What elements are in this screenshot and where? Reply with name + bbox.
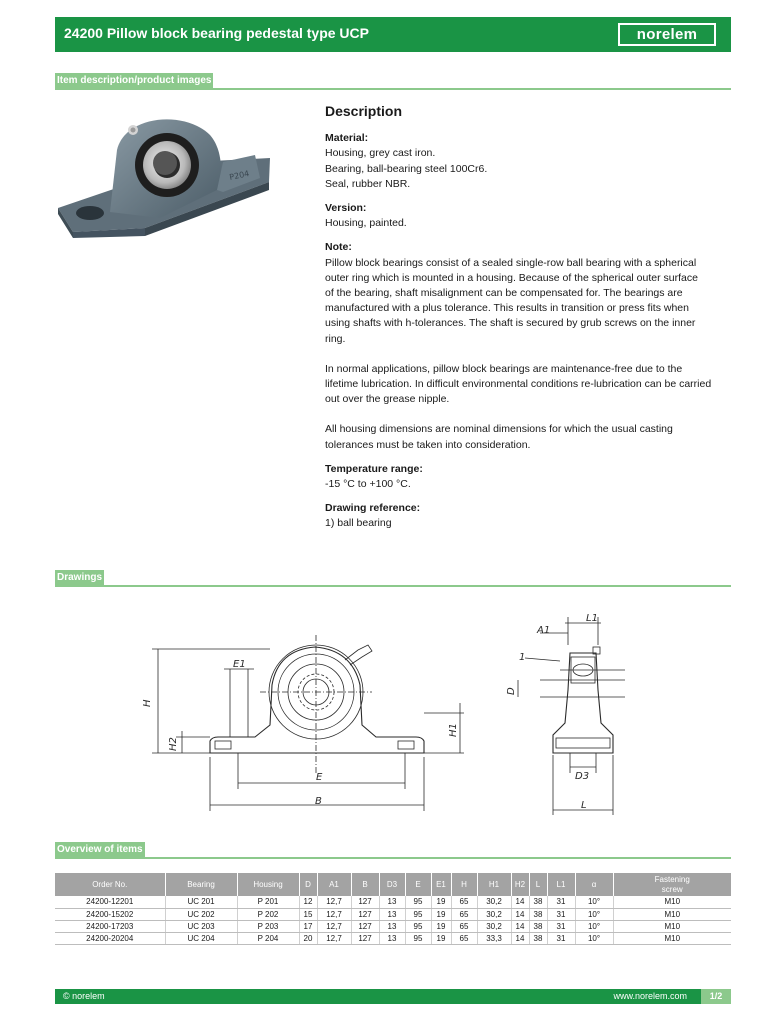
col-header-d: D	[299, 873, 317, 896]
table-cell: 38	[529, 920, 547, 932]
table-cell: M10	[613, 908, 731, 920]
table-cell: 33,3	[477, 932, 511, 944]
table-cell: 30,2	[477, 908, 511, 920]
table-cell: M10	[613, 896, 731, 908]
description-panel	[325, 104, 735, 541]
table-cell: 31	[547, 932, 575, 944]
items-table-body	[55, 896, 731, 944]
col-header-h2: H2	[511, 873, 529, 896]
table-cell: 127	[351, 932, 379, 944]
table-cell: 38	[529, 908, 547, 920]
note-heading: Note:	[325, 241, 352, 254]
temperature-text: -15 °C to +100 °C.	[325, 478, 411, 491]
footer-bar	[55, 989, 731, 1004]
col-header-h1: H1	[477, 873, 511, 896]
table-cell: 24200-12201	[55, 896, 165, 908]
table-row	[55, 908, 731, 920]
table-cell: 95	[405, 896, 431, 908]
table-cell: 38	[529, 896, 547, 908]
version-heading: Version:	[325, 202, 367, 215]
table-cell: 24200-17203	[55, 920, 165, 932]
drawing-reference-heading: Drawing reference:	[325, 502, 421, 515]
col-header-order-no: Order No.	[55, 873, 165, 896]
table-cell: 19	[431, 908, 451, 920]
table-cell: 19	[431, 920, 451, 932]
table-cell: 14	[511, 908, 529, 920]
page-title: 24200 Pillow block bearing pedestal type UCP	[64, 25, 369, 41]
section-label-overview: Overview of items	[57, 844, 143, 855]
table-cell: P 203	[237, 920, 299, 932]
items-table	[55, 873, 731, 945]
table-cell: 95	[405, 908, 431, 920]
table-cell: 30,2	[477, 920, 511, 932]
table-cell: 38	[529, 932, 547, 944]
col-header-fastening-screw: Fastening screw	[613, 873, 731, 896]
table-cell: 12,7	[317, 932, 351, 944]
section-label-drawings: Drawings	[57, 572, 103, 583]
norelem-logo[interactable]	[618, 23, 716, 46]
table-cell: 95	[405, 920, 431, 932]
material-heading: Material:	[325, 132, 369, 145]
footer-copyright: © norelem	[63, 991, 105, 1001]
table-cell: 20	[299, 932, 317, 944]
col-header-l1: L1	[547, 873, 575, 896]
col-header-b: B	[351, 873, 379, 896]
table-cell: 12,7	[317, 908, 351, 920]
table-cell: 65	[451, 908, 477, 920]
table-cell: 14	[511, 920, 529, 932]
dim-label-l: L	[581, 800, 587, 811]
table-row	[55, 920, 731, 932]
dim-label-h1: H1	[448, 723, 459, 737]
table-cell: 10°	[575, 896, 613, 908]
dim-label-h2: H2	[168, 737, 179, 751]
table-cell: P 204	[237, 932, 299, 944]
section-rule	[55, 857, 731, 859]
table-row	[55, 896, 731, 908]
side-view	[518, 617, 625, 815]
dim-label-a1: A1	[537, 625, 551, 636]
description-title: Description	[325, 103, 403, 119]
table-cell: 31	[547, 920, 575, 932]
table-row	[55, 932, 731, 944]
table-cell: 31	[547, 896, 575, 908]
logo-text: norelem	[620, 25, 714, 44]
table-cell: 13	[379, 896, 405, 908]
section-rule	[55, 585, 731, 587]
table-cell: 14	[511, 932, 529, 944]
dim-label-e: E	[316, 772, 323, 783]
table-cell: 24200-15202	[55, 908, 165, 920]
table-cell: 10°	[575, 932, 613, 944]
table-cell: 127	[351, 908, 379, 920]
header-bar	[55, 17, 731, 52]
material-text: Housing, grey cast iron. Bearing, ball-bearing steel 100Cr6. Seal, rubber NBR.	[325, 147, 488, 190]
table-cell: UC 204	[165, 932, 237, 944]
table-cell: 95	[405, 932, 431, 944]
note-paragraph-3: All housing dimensions are nominal dimensions for which the usual casting tolerances must be taken into consideration.	[325, 423, 673, 451]
table-cell: 15	[299, 908, 317, 920]
table-cell: M10	[613, 932, 731, 944]
dim-label-b: B	[315, 796, 322, 807]
col-header-e: E	[405, 873, 431, 896]
table-cell: 12,7	[317, 920, 351, 932]
table-cell: 127	[351, 920, 379, 932]
dim-label-e1: E1	[233, 659, 246, 670]
table-cell: 127	[351, 896, 379, 908]
page-number: 1/2	[701, 989, 731, 1004]
footer-url-link[interactable]: www.norelem.com	[613, 991, 687, 1001]
col-header-a1: A1	[317, 873, 351, 896]
table-cell: 65	[451, 920, 477, 932]
product-image	[55, 100, 275, 250]
table-cell: 19	[431, 932, 451, 944]
section-rule	[55, 88, 731, 90]
table-cell: 10°	[575, 908, 613, 920]
table-cell: 13	[379, 932, 405, 944]
table-cell: 13	[379, 920, 405, 932]
col-header-l: L	[529, 873, 547, 896]
table-cell: 30,2	[477, 896, 511, 908]
dim-label-1: 1	[519, 652, 526, 663]
table-cell: M10	[613, 920, 731, 932]
col-header-housing: Housing	[237, 873, 299, 896]
table-cell: 65	[451, 932, 477, 944]
table-cell: 65	[451, 896, 477, 908]
table-cell: 12,7	[317, 896, 351, 908]
table-cell: UC 203	[165, 920, 237, 932]
table-cell: 31	[547, 908, 575, 920]
table-cell: 14	[511, 896, 529, 908]
note-paragraph-2: In normal applications, pillow block bearings are maintenance-free due to the lifetime lubrication. In difficult environmental conditions re-lubrication can be carried out over the grease nipple.	[325, 362, 712, 406]
section-label-item-description: Item description/product images	[57, 75, 212, 86]
col-header-h: H	[451, 873, 477, 896]
col-header-bearing: Bearing	[165, 873, 237, 896]
col-header-d3: D3	[379, 873, 405, 896]
table-cell: 17	[299, 920, 317, 932]
drawing-reference-text: 1) ball bearing	[325, 517, 392, 530]
table-cell: P 201	[237, 896, 299, 908]
technical-drawing	[120, 605, 660, 825]
table-cell: 19	[431, 896, 451, 908]
table-header-row	[55, 873, 731, 896]
table-cell: UC 201	[165, 896, 237, 908]
temperature-heading: Temperature range:	[325, 462, 423, 475]
dim-label-h: H	[142, 699, 153, 707]
col-header-e1: E1	[431, 873, 451, 896]
dim-label-d: D	[506, 687, 517, 695]
table-cell: 24200-20204	[55, 932, 165, 944]
table-cell: P 202	[237, 908, 299, 920]
table-cell: UC 202	[165, 908, 237, 920]
front-view	[152, 635, 464, 811]
note-paragraph-1: Pillow block bearings consist of a sealed single-row ball bearing with a spherical outer ring which is mounted in a housing. Because of the spherical outer surface of the bearing, shaft misalignment can be compensated for. The bearings are manufactured with a plus tolerance. This results in transition or press fits when using shafts with h-tolerances. The shaft is secured by grub screws on the inner ring.	[325, 256, 698, 345]
table-cell: 13	[379, 908, 405, 920]
table-cell: 10°	[575, 920, 613, 932]
svg-text:P204: P204	[228, 168, 251, 182]
dim-label-d3: D3	[575, 771, 590, 782]
col-header-alpha: α	[575, 873, 613, 896]
version-text: Housing, painted.	[325, 217, 407, 230]
table-cell: 12	[299, 896, 317, 908]
dim-label-l1: L1	[586, 613, 598, 624]
